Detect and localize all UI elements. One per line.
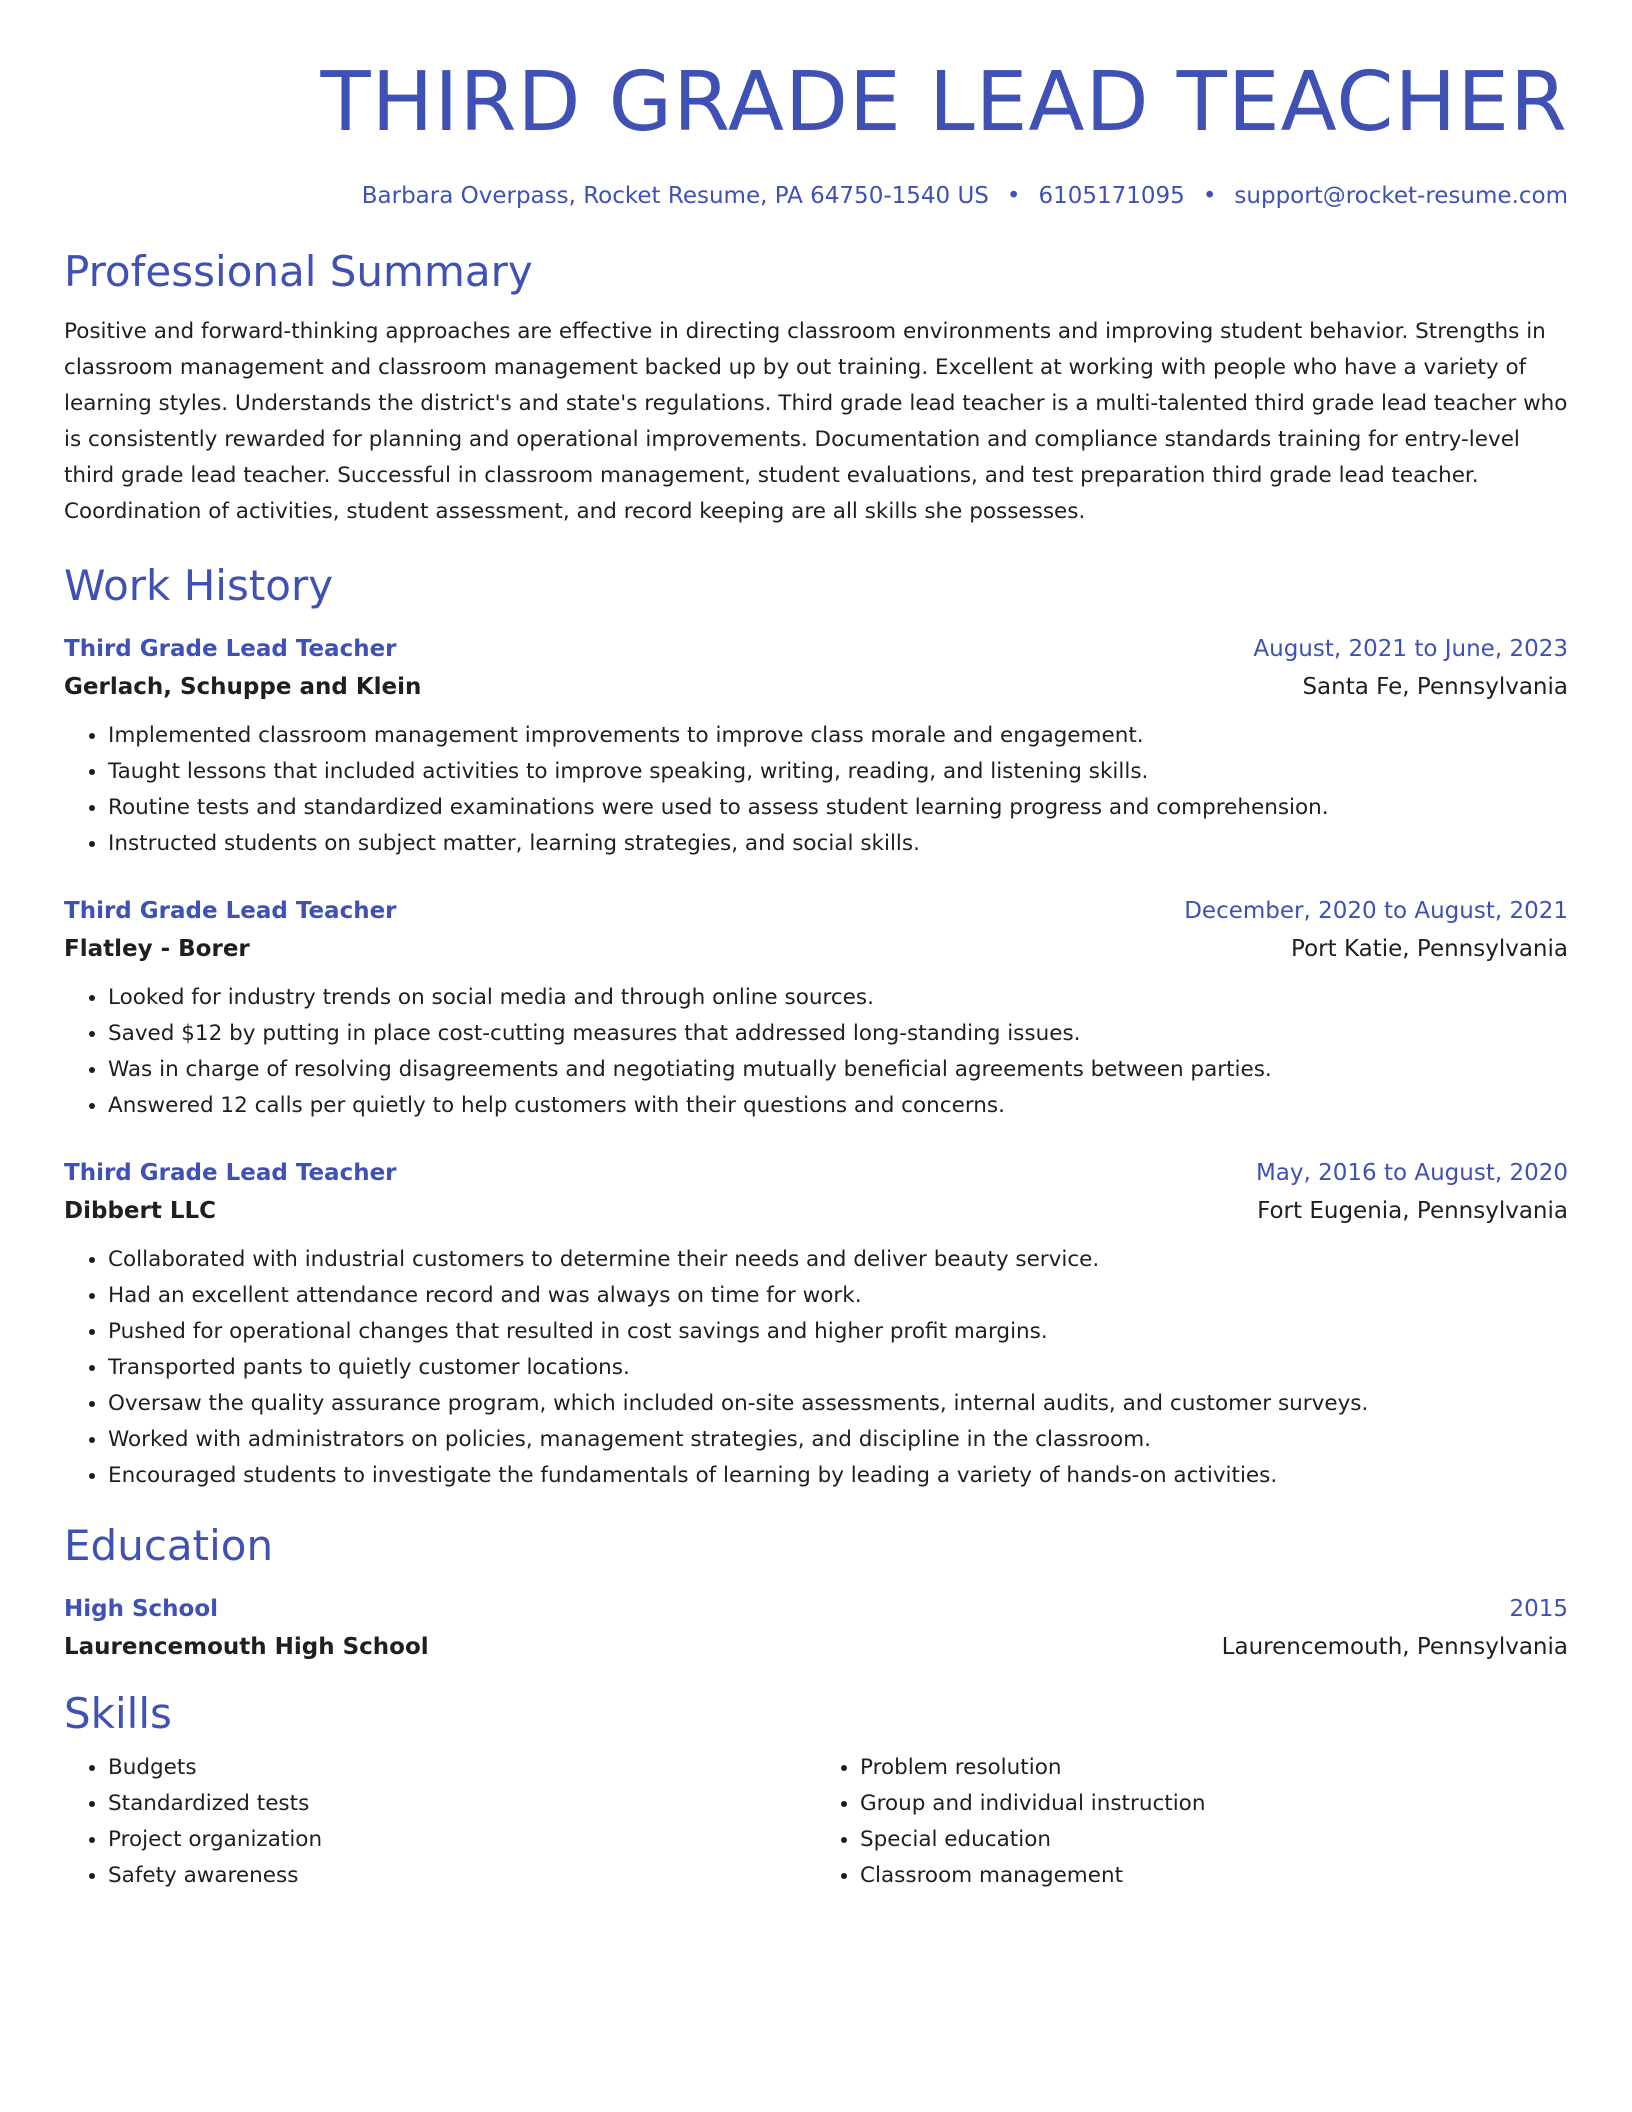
job-bullet: • Routine tests and standardized examinations were used to assess student learning progress and comprehension. — [108, 790, 1568, 826]
skill-item: • Classroom management — [860, 1858, 1568, 1894]
skill-item: • Project organization — [108, 1822, 816, 1858]
job-bullet: • Taught lessons that included activities to improve speaking, writing, reading, and listening skills. — [108, 754, 1568, 790]
job-location: Fort Eugenia, Pennsylvania — [1257, 1198, 1568, 1224]
skill-item: • Problem resolution — [860, 1750, 1568, 1786]
contact-separator: • — [1202, 183, 1217, 209]
skill-item: • Special education — [860, 1822, 1568, 1858]
job-bullet: • Answered 12 calls per quietly to help customers with their questions and concerns. — [108, 1088, 1568, 1124]
job-bullets — [64, 718, 1568, 862]
job-bullet: • Transported pants to quietly customer locations. — [108, 1350, 1568, 1386]
job-role: Third Grade Lead Teacher — [64, 1160, 397, 1186]
job-role: Third Grade Lead Teacher — [64, 636, 397, 662]
job-bullet: • Implemented classroom management improvements to improve class morale and engagement. — [108, 718, 1568, 754]
job-bullet: • Worked with administrators on policies, management strategies, and discipline in the classroom. — [108, 1422, 1568, 1458]
job-bullet: • Instructed students on subject matter, learning strategies, and social skills. — [108, 826, 1568, 862]
job-dates: May, 2016 to August, 2020 — [1255, 1160, 1568, 1186]
contact-separator: • — [1006, 183, 1021, 209]
skill-item: • Group and individual instruction — [860, 1786, 1568, 1822]
job-bullet: • Encouraged students to investigate the fundamentals of learning by leading a variety of hands-on activities. — [108, 1458, 1568, 1494]
skill-item: • Budgets — [108, 1750, 816, 1786]
job-company: Flatley - Borer — [64, 936, 250, 962]
job-bullets — [64, 1242, 1568, 1494]
job-company: Dibbert LLC — [64, 1198, 217, 1224]
job-company: Gerlach, Schuppe and Klein — [64, 674, 422, 700]
skills-column-right — [816, 1750, 1568, 1894]
job-role: Third Grade Lead Teacher — [64, 898, 397, 924]
job-bullet: • Collaborated with industrial customers to determine their needs and deliver beauty service. — [108, 1242, 1568, 1278]
job-entry — [64, 630, 1568, 862]
education-degree: High School — [64, 1596, 219, 1622]
resume-title: THIRD GRADE LEAD TEACHER — [320, 55, 1568, 150]
contact-phone: 6105171095 — [1038, 183, 1185, 209]
job-bullet: • Oversaw the quality assurance program, which included on-site assessments, internal audits, and customer surveys. — [108, 1386, 1568, 1422]
work-history-heading: Work History — [64, 561, 334, 610]
skill-item: • Safety awareness — [108, 1858, 816, 1894]
job-dates: August, 2021 to June, 2023 — [1253, 636, 1568, 662]
job-bullet: • Had an excellent attendance record and was always on time for work. — [108, 1278, 1568, 1314]
skills-column-left — [64, 1750, 816, 1894]
job-location: Santa Fe, Pennsylvania — [1302, 674, 1568, 700]
skills-list — [64, 1750, 1568, 1894]
job-dates: December, 2020 to August, 2021 — [1184, 898, 1568, 924]
job-entry — [64, 892, 1568, 1124]
education-location: Laurencemouth, Pennsylvania — [1221, 1634, 1568, 1660]
education-school: Laurencemouth High School — [64, 1634, 429, 1660]
job-bullets — [64, 980, 1568, 1124]
resume-header — [64, 56, 1568, 212]
job-entry — [64, 1154, 1568, 1494]
summary-heading: Professional Summary — [64, 247, 533, 296]
skills-heading: Skills — [64, 1689, 172, 1738]
job-bullet: • Pushed for operational changes that resulted in cost savings and higher profit margins. — [108, 1314, 1568, 1350]
job-bullet: • Looked for industry trends on social media and through online sources. — [108, 980, 1568, 1016]
skill-item: • Standardized tests — [108, 1786, 816, 1822]
job-bullet: • Saved $12 by putting in place cost-cutting measures that addressed long-standing issues. — [108, 1016, 1568, 1052]
contact-line — [64, 180, 1568, 212]
education-entry — [64, 1590, 1568, 1666]
education-year: 2015 — [1509, 1596, 1568, 1622]
contact-email: support@rocket-resume.com — [1234, 183, 1568, 209]
summary-text: Positive and forward-thinking approaches are effective in directing classroom environments and improving student behavior. Strengths in classroom management and classroom management backed up by out training. Excellent at working with people who have a variety of learning styles. Understands the district's and state's regulations. Third grade lead teacher is a multi-talented third grade lead teacher who is consistently rewarded for planning and operational improvements. Documentation and compliance standards training for entry-level third grade lead teacher. Successful in classroom management, student evaluations, and test preparation third grade lead teacher. Coordination of activities, student assessment, and record keeping are all skills she possesses. — [64, 319, 1568, 524]
job-bullet: • Was in charge of resolving disagreements and negotiating mutually beneficial agreements between parties. — [108, 1052, 1568, 1088]
job-location: Port Katie, Pennsylvania — [1291, 936, 1568, 962]
contact-address: Barbara Overpass, Rocket Resume, PA 64750-1540 US — [361, 183, 989, 209]
education-heading: Education — [64, 1521, 274, 1570]
